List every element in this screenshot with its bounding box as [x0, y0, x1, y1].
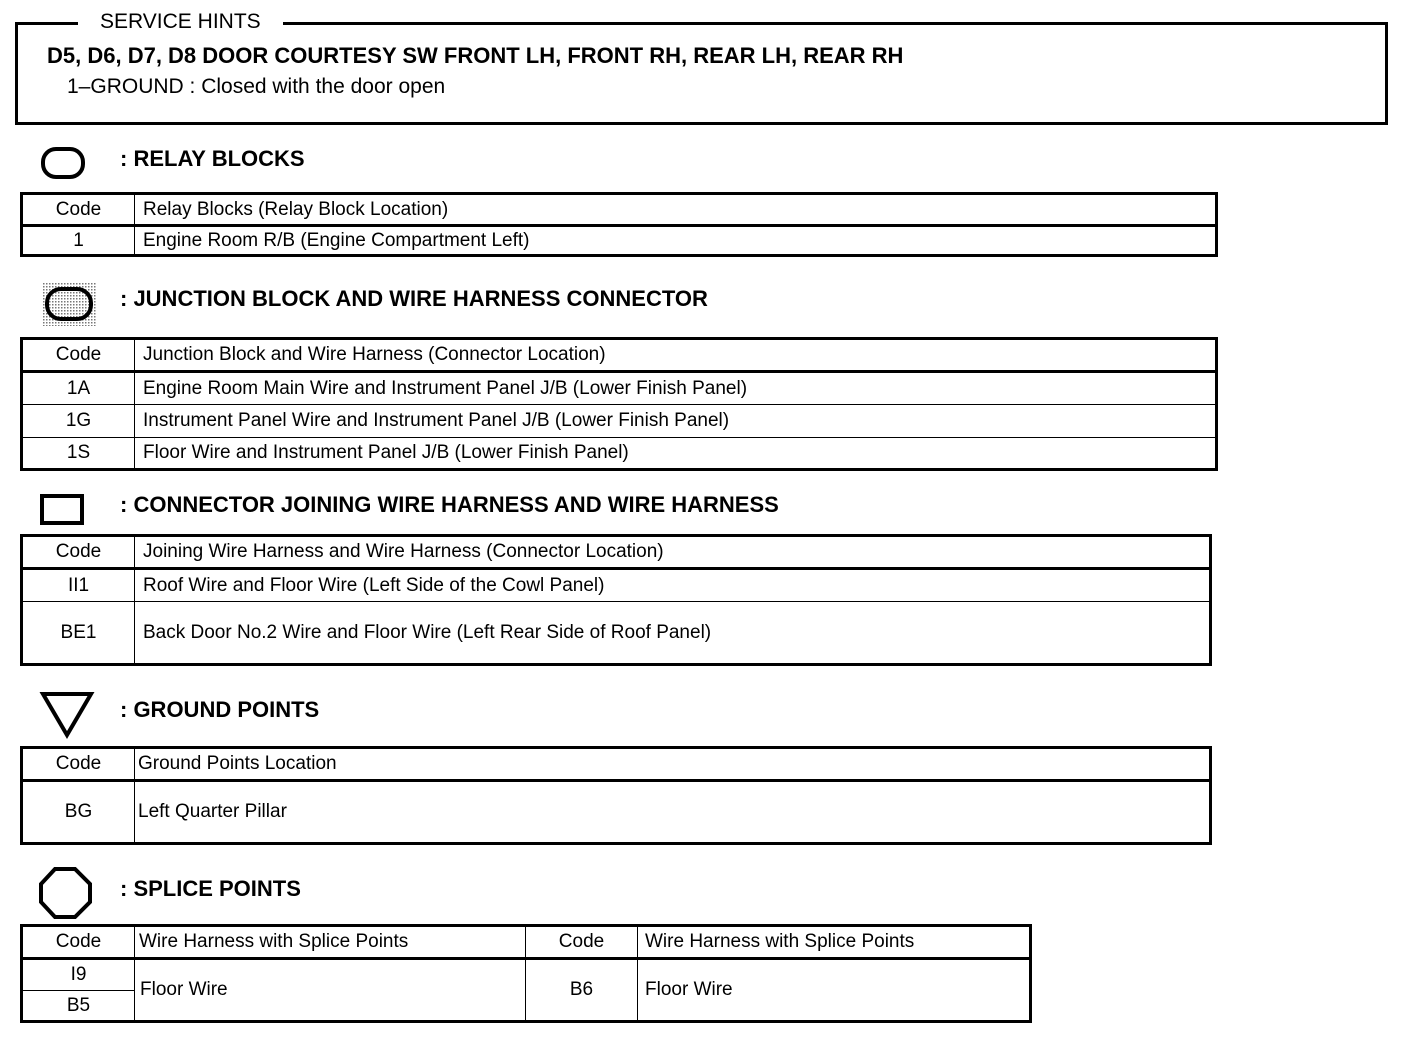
- code-header: Code: [22, 339, 135, 372]
- row-code: B5: [22, 991, 135, 1022]
- row-code: II1: [22, 569, 135, 602]
- table-row: [22, 372, 1217, 405]
- code-header: Code: [22, 748, 135, 781]
- relay-blocks-title: : RELAY BLOCKS: [120, 146, 305, 171]
- service-hints-line: 1–GROUND : Closed with the door open: [67, 75, 446, 98]
- row-desc: Instrument Panel Wire and Instrument Panel J/B (Lower Finish Panel): [135, 405, 1217, 438]
- service-hints-title: SERVICE HINTS: [78, 8, 283, 36]
- table-row: [22, 959, 1031, 991]
- row-desc: Roof Wire and Floor Wire (Left Side of the Cowl Panel): [135, 569, 1211, 602]
- row-desc: Back Door No.2 Wire and Floor Wire (Left Rear Side of Roof Panel): [135, 602, 1211, 665]
- code-header: Code: [526, 926, 638, 959]
- junction-block-title: : JUNCTION BLOCK AND WIRE HARNESS CONNECTOR: [120, 286, 708, 311]
- row-desc: Engine Room Main Wire and Instrument Panel J/B (Lower Finish Panel): [135, 372, 1217, 405]
- desc-header: Joining Wire Harness and Wire Harness (Connector Location): [135, 536, 1211, 569]
- desc-header: Wire Harness with Splice Points: [135, 926, 526, 959]
- connector-icon: [38, 492, 88, 528]
- table-header-row: [22, 194, 1217, 226]
- table-row: [22, 438, 1217, 470]
- ground-points-title: : GROUND POINTS: [120, 697, 320, 722]
- table-row: [22, 405, 1217, 438]
- row-code: I9: [22, 959, 135, 991]
- desc-header: Wire Harness with Splice Points: [638, 926, 1031, 959]
- table-header-row: [22, 536, 1211, 569]
- junction-block-table: [20, 337, 1218, 471]
- table-header-row: [22, 339, 1217, 372]
- code-header: Code: [22, 926, 135, 959]
- table-row: [22, 226, 1217, 256]
- code-header: Code: [22, 536, 135, 569]
- relay-blocks-table: [20, 192, 1218, 257]
- service-hints-heading: D5, D6, D7, D8 DOOR COURTESY SW FRONT LH, FRONT RH, REAR LH, REAR RH: [47, 43, 904, 68]
- code-header: Code: [22, 194, 135, 226]
- desc-header: Junction Block and Wire Harness (Connector Location): [135, 339, 1217, 372]
- junction-block-icon: [40, 280, 98, 328]
- row-code: BE1: [22, 602, 135, 665]
- relay-block-icon: [40, 146, 90, 182]
- connector-table: [20, 534, 1212, 666]
- splice-point-icon: [38, 866, 94, 920]
- row-code: 1: [22, 226, 135, 256]
- splice-points-table: [20, 924, 1032, 1023]
- desc-header: Relay Blocks (Relay Block Location): [135, 194, 1217, 226]
- row-code: 1G: [22, 405, 135, 438]
- ground-point-icon: [38, 690, 98, 740]
- row-desc: Floor Wire and Instrument Panel J/B (Lower Finish Panel): [135, 438, 1217, 470]
- table-row: [22, 569, 1211, 602]
- row-code: 1A: [22, 372, 135, 405]
- row-code: B6: [526, 959, 638, 1022]
- table-row: [22, 602, 1211, 665]
- table-header-row: [22, 926, 1031, 959]
- row-desc: Left Quarter Pillar: [135, 781, 1211, 844]
- row-code: BG: [22, 781, 135, 844]
- row-desc: Floor Wire: [638, 959, 1031, 1022]
- ground-points-table: [20, 746, 1212, 845]
- table-row: [22, 781, 1211, 844]
- row-desc: Floor Wire: [135, 959, 526, 1022]
- row-code: 1S: [22, 438, 135, 470]
- connector-title: : CONNECTOR JOINING WIRE HARNESS AND WIRE HARNESS: [120, 492, 779, 517]
- splice-points-title: : SPLICE POINTS: [120, 876, 301, 901]
- table-header-row: [22, 748, 1211, 781]
- service-hints-box: [15, 22, 1388, 125]
- row-desc: Engine Room R/B (Engine Compartment Left): [135, 226, 1217, 256]
- desc-header: Ground Points Location: [135, 748, 1211, 781]
